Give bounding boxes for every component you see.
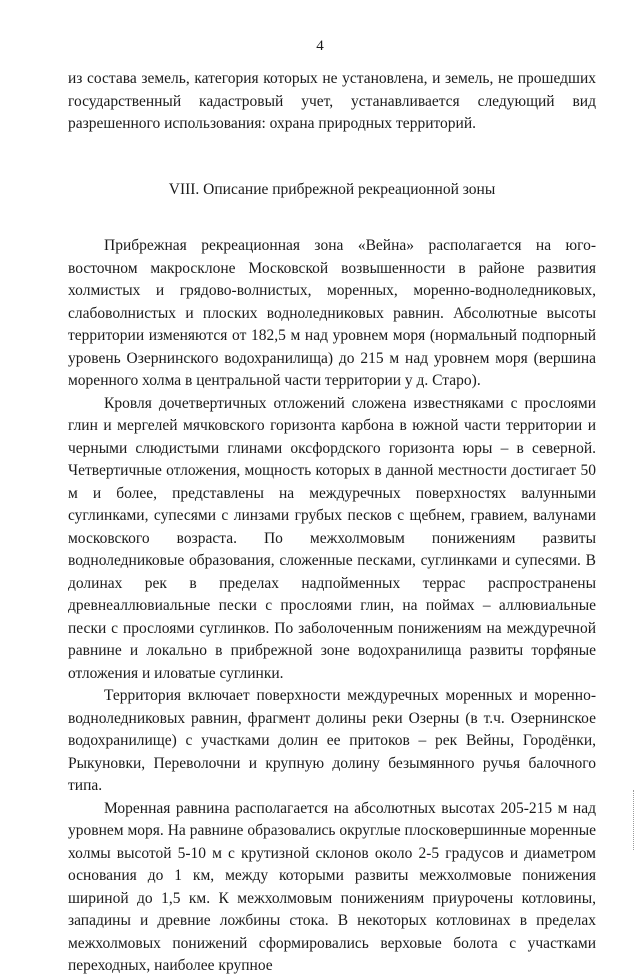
page-number: 4 [316,38,324,54]
section-heading: VIII. Описание прибрежной рекреационной зоны [168,180,496,198]
paragraph: Прибрежная рекреационная зона «Вейна» располагается на юго-восточном макросклоне Московской возвышенности в районе развития холмистых и грядово-волнистых, моренных, моренно-водноледниковых, слабоволнистых и плоских водноледниковых равнин. Абсолютные высоты территории изменяются от 182,5 м над уровнем моря (нормальный подпорный уровень Озернинского водохранилища) до 215 м над уровнем моря (вершина моренного холма в центральной части территории у д. Старо). [68,237,596,389]
paragraph: Моренная равнина располагается на абсолютных высотах 205-215 м над уровнем моря. На равнине образовались округлые плосковершинные моренные холмы высотой 5-10 м с крутизной склонов около 2-5 градусов и диаметром основания до 1 км, между которыми развиты межхолмовые понижения шириной до 1,5 км. К межхолмовым понижениям приурочены котловины, западины и древние ложбины стока. В некоторых котловинах в пределах межхолмовых понижений сформировались верховые болота с участками переходных, наиболее крупное [68,799,596,974]
paragraph: Кровля дочетвертичных отложений сложена известняками с прослоями глин и мергелей мячковского горизонта карбона в южной части территории и черными слюдистыми глинами оксфордского горизонта юры – в северной. Четвертичные отложения, мощность которых в данной местности достигает 50 м и более, представлены на междуречных поверхностях валунными суглинками, супесями с линзами грубых песков с щебнем, гравием, валунами московского возраста. По межхолмовым понижениям развиты водноледниковые образования, сложенные песками, суглинками и супесями. В долинах рек в пределах надпойменных террас распространены древнеаллювиальные пески с прослоями глин, на поймах – аллювиальные пески с прослоями суглинков. По заболоченным понижениям на междуречной равнине и локально в прибрежной зоне водохранилища развиты торфяные отложения и иловатые суглинки. [68,394,596,682]
intro-paragraph: из состава земель, категория которых не установлена, и земель, не прошедших государственный кадастровый учет, устанавливается следующий вид разрешенного использования: охрана природных территорий. [68,70,596,132]
document-body [68,68,596,978]
paragraph: Территория включает поверхности междуречных моренных и моренно-водноледниковых равнин, фрагмент долины реки Озерны (в т.ч. Озернинское водохранилище) с участками долин ее притоков – рек Вейны, Городёнки, Рыкуновки, Переволочни и крупную долину безымянного ручья балочного типа. [68,687,596,794]
scan-edge-mark [633,790,636,850]
